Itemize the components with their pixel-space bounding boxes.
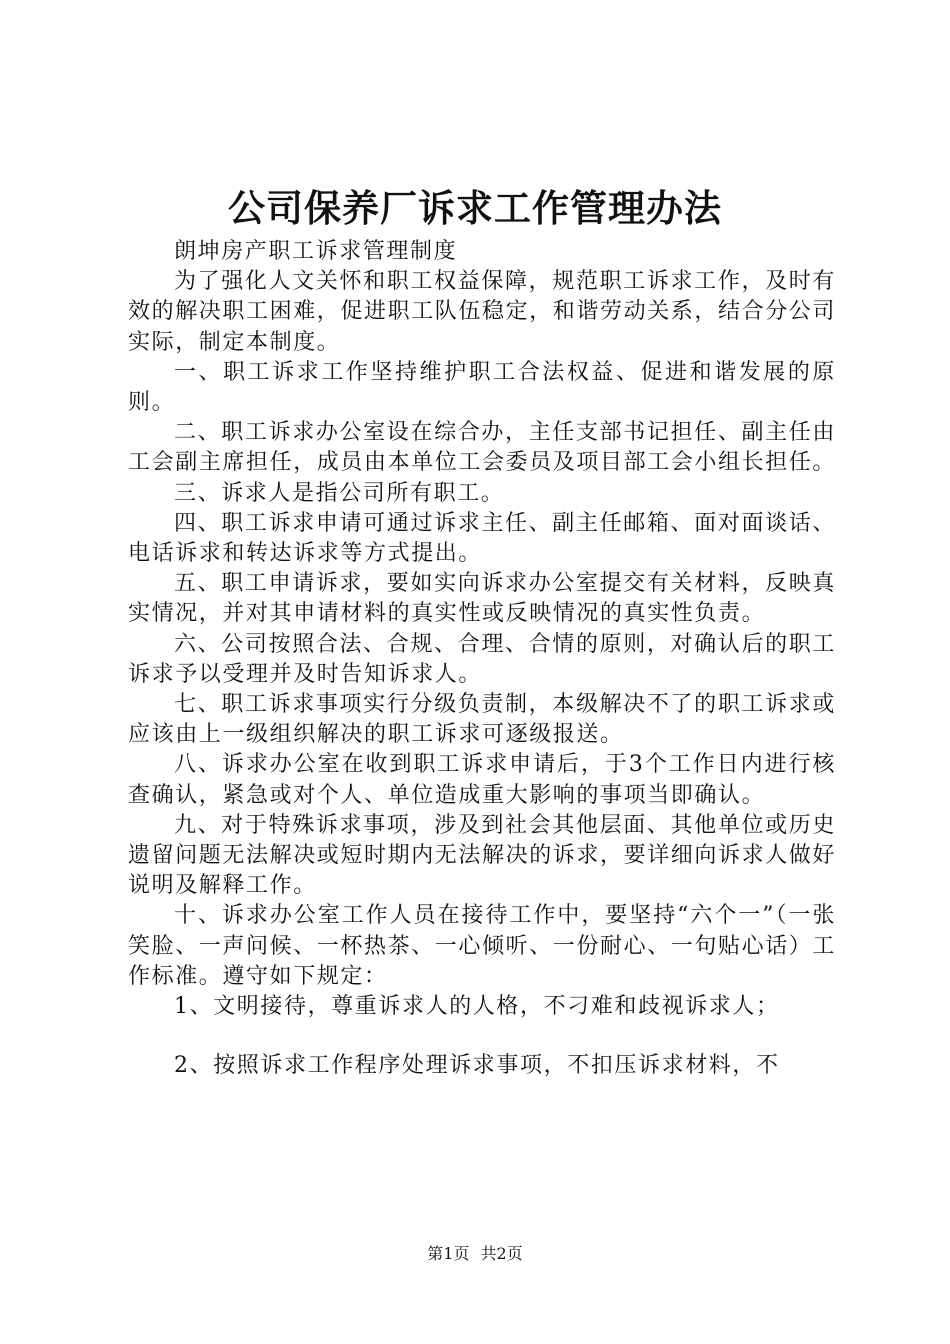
paragraph-item-2: 二、职工诉求办公室设在综合办，主任支部书记担任、副主任由工会副主席担任，成员由本单位工会委员及项目部工会小组长担任。 [128,420,837,476]
paragraph-item-4: 四、职工诉求申请可通过诉求主任、副主任邮箱、面对面谈话、电话诉求和转达诉求等方式提出。 [128,510,836,567]
paragraph-item-5: 五、职工申请诉求，要如实向诉求办公室提交有关材料，反映真实情况，并对其申请材料的真实性或反映情况的真实性负责。 [128,571,836,627]
paragraph-subtitle: 朗坤房产职工诉求管理制度 [174,239,458,264]
paragraph-item-3: 三、诉求人是指公司所有职工。 [174,480,505,506]
document-title: 公司保养厂诉求工作管理办法 [228,186,722,230]
page-number: 第1页 [427,1244,470,1263]
paragraph-item-7: 七、职工诉求事项实行分级负责制，本级解决不了的职工诉求或应该由上一级组织解决的职工诉求可逐级报送。 [128,692,836,748]
paragraph-item-1: 一、职工诉求工作坚持维护职工合法权益、促进和谐发展的原则。 [128,359,836,416]
page-footer [0,1243,950,1265]
paragraph-item-8: 八、诉求办公室在收到职工诉求申请后，于3个工作日内进行核查确认，紧急或对个人、单位造成重大影响的事项当即确认。 [128,752,836,808]
paragraph-intro: 为了强化人文关怀和职工权益保障，规范职工诉求工作，及时有效的解决职工困难，促进职工队伍稳定，和谐劳动关系，结合分公司实际，制定本制度。 [128,269,837,355]
paragraph-item-10: 十、诉求办公室工作人员在接待工作中，要坚持“六个一”（一张笑脸、一声问候、一杯热茶、一心倾听、一份耐心、一句贴心话）工作标准。遵守如下规定： [128,903,837,989]
paragraph-item-9: 九、对于特殊诉求事项，涉及到社会其他层面、其他单位或历史遗留问题无法解决或短时期内无法解决的诉求，要详细向诉求人做好说明及解释工作。 [128,812,837,899]
paragraph-item-6: 六、公司按照合法、合规、合理、合情的原则，对确认后的职工诉求予以受理并及时告知诉求人。 [128,631,836,687]
paragraph-rule-2: 2、按照诉求工作程序处理诉求事项，不扣压诉求材料，不 [174,1053,780,1079]
page-total: 共2页 [480,1244,523,1263]
document-body [128,237,836,1081]
paragraph-rule-1: 1、文明接待，尊重诉求人的人格，不刁难和歧视诉求人； [174,994,780,1020]
